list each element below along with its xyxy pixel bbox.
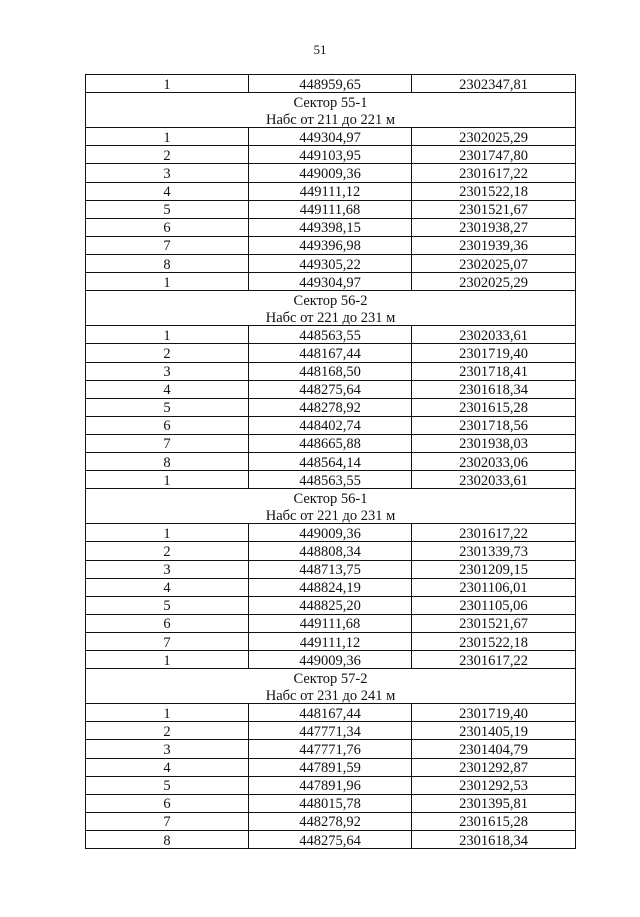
coordinate-y-cell: 449111,12 bbox=[249, 632, 412, 650]
table-row bbox=[86, 776, 576, 794]
table-row bbox=[86, 740, 576, 758]
point-number-cell: 1 bbox=[86, 704, 249, 722]
coordinate-x-cell: 2301719,40 bbox=[412, 704, 576, 722]
altitude-range: Набс от 221 до 231 м bbox=[86, 506, 576, 524]
point-number-cell: 7 bbox=[86, 236, 249, 254]
coordinate-x-cell: 2301292,87 bbox=[412, 758, 576, 776]
table-row bbox=[86, 218, 576, 236]
coordinate-y-cell: 448959,65 bbox=[249, 75, 412, 93]
coordinate-x-cell: 2301405,19 bbox=[412, 722, 576, 740]
table-row bbox=[86, 200, 576, 218]
sector-title-row bbox=[86, 669, 576, 687]
coordinate-x-cell: 2301618,34 bbox=[412, 380, 576, 398]
coordinate-y-cell: 448665,88 bbox=[249, 434, 412, 452]
table-row bbox=[86, 560, 576, 578]
coordinate-y-cell: 449111,68 bbox=[249, 614, 412, 632]
table-row bbox=[86, 452, 576, 470]
point-number-cell: 4 bbox=[86, 182, 249, 200]
coordinate-x-cell: 2301209,15 bbox=[412, 560, 576, 578]
point-number-cell: 4 bbox=[86, 578, 249, 596]
table-row bbox=[86, 75, 576, 93]
altitude-range: Набс от 211 до 221 м bbox=[86, 110, 576, 128]
table-row bbox=[86, 524, 576, 542]
coordinate-y-cell: 449111,12 bbox=[249, 182, 412, 200]
coordinate-y-cell: 449009,36 bbox=[249, 524, 412, 542]
sector-title-row bbox=[86, 291, 576, 309]
point-number-cell: 5 bbox=[86, 596, 249, 614]
coordinate-y-cell: 448015,78 bbox=[249, 794, 412, 812]
coordinate-x-cell: 2301404,79 bbox=[412, 740, 576, 758]
coordinate-y-cell: 448563,55 bbox=[249, 326, 412, 344]
table-row bbox=[86, 651, 576, 669]
table-row bbox=[86, 362, 576, 380]
coordinate-y-cell: 448167,44 bbox=[249, 344, 412, 362]
altitude-range: Набс от 231 до 241 м bbox=[86, 686, 576, 704]
coordinate-y-cell: 447771,76 bbox=[249, 740, 412, 758]
table-row bbox=[86, 182, 576, 200]
table-row bbox=[86, 236, 576, 254]
coordinate-x-cell: 2302025,29 bbox=[412, 273, 576, 291]
coordinate-x-cell: 2302033,61 bbox=[412, 326, 576, 344]
coordinate-y-cell: 448167,44 bbox=[249, 704, 412, 722]
table-row bbox=[86, 254, 576, 272]
coordinate-x-cell: 2301718,41 bbox=[412, 362, 576, 380]
coordinates-table bbox=[85, 74, 576, 849]
table-row bbox=[86, 542, 576, 560]
coordinate-x-cell: 2301105,06 bbox=[412, 596, 576, 614]
coordinate-x-cell: 2301938,03 bbox=[412, 434, 576, 452]
coordinate-y-cell: 448808,34 bbox=[249, 542, 412, 560]
point-number-cell: 8 bbox=[86, 254, 249, 272]
point-number-cell: 4 bbox=[86, 380, 249, 398]
table-row bbox=[86, 146, 576, 164]
coordinate-x-cell: 2302347,81 bbox=[412, 75, 576, 93]
altitude-range-row bbox=[86, 308, 576, 326]
coordinate-x-cell: 2302025,29 bbox=[412, 128, 576, 146]
coordinate-x-cell: 2301522,18 bbox=[412, 632, 576, 650]
point-number-cell: 6 bbox=[86, 416, 249, 434]
point-number-cell: 3 bbox=[86, 164, 249, 182]
table-row bbox=[86, 578, 576, 596]
coordinate-y-cell: 449009,36 bbox=[249, 651, 412, 669]
coordinate-x-cell: 2301395,81 bbox=[412, 794, 576, 812]
table-row bbox=[86, 794, 576, 812]
table-row bbox=[86, 128, 576, 146]
coordinate-y-cell: 448825,20 bbox=[249, 596, 412, 614]
table-row bbox=[86, 632, 576, 650]
point-number-cell: 6 bbox=[86, 794, 249, 812]
point-number-cell: 7 bbox=[86, 632, 249, 650]
point-number-cell: 8 bbox=[86, 830, 249, 848]
point-number-cell: 7 bbox=[86, 434, 249, 452]
point-number-cell: 1 bbox=[86, 273, 249, 291]
coordinate-y-cell: 448275,64 bbox=[249, 380, 412, 398]
coordinate-y-cell: 448564,14 bbox=[249, 452, 412, 470]
table-row bbox=[86, 164, 576, 182]
table-row bbox=[86, 830, 576, 848]
coordinate-y-cell: 447891,59 bbox=[249, 758, 412, 776]
table-row bbox=[86, 812, 576, 830]
table-row bbox=[86, 416, 576, 434]
table-row bbox=[86, 434, 576, 452]
coordinate-x-cell: 2301938,27 bbox=[412, 218, 576, 236]
coordinate-x-cell: 2301939,36 bbox=[412, 236, 576, 254]
coordinate-x-cell: 2301615,28 bbox=[412, 398, 576, 416]
coordinate-y-cell: 449304,97 bbox=[249, 273, 412, 291]
point-number-cell: 1 bbox=[86, 524, 249, 542]
coordinate-x-cell: 2301521,67 bbox=[412, 614, 576, 632]
altitude-range-row bbox=[86, 686, 576, 704]
coordinate-y-cell: 448168,50 bbox=[249, 362, 412, 380]
coordinate-x-cell: 2301719,40 bbox=[412, 344, 576, 362]
point-number-cell: 2 bbox=[86, 146, 249, 164]
coordinate-x-cell: 2301106,01 bbox=[412, 578, 576, 596]
table-row bbox=[86, 614, 576, 632]
coordinate-x-cell: 2302033,06 bbox=[412, 452, 576, 470]
table-row bbox=[86, 380, 576, 398]
coordinate-y-cell: 449396,98 bbox=[249, 236, 412, 254]
table-row bbox=[86, 344, 576, 362]
table-row bbox=[86, 273, 576, 291]
coordinate-y-cell: 448824,19 bbox=[249, 578, 412, 596]
table-row bbox=[86, 398, 576, 416]
point-number-cell: 3 bbox=[86, 362, 249, 380]
coordinate-y-cell: 449009,36 bbox=[249, 164, 412, 182]
coordinate-x-cell: 2301522,18 bbox=[412, 182, 576, 200]
coordinate-y-cell: 447771,34 bbox=[249, 722, 412, 740]
point-number-cell: 6 bbox=[86, 614, 249, 632]
point-number-cell: 2 bbox=[86, 722, 249, 740]
sector-title: Сектор 56-2 bbox=[86, 291, 576, 309]
table-row bbox=[86, 326, 576, 344]
coordinate-x-cell: 2301617,22 bbox=[412, 524, 576, 542]
point-number-cell: 1 bbox=[86, 471, 249, 489]
sector-title-row bbox=[86, 93, 576, 111]
point-number-cell: 1 bbox=[86, 128, 249, 146]
coordinate-y-cell: 448278,92 bbox=[249, 398, 412, 416]
coordinate-x-cell: 2302033,61 bbox=[412, 471, 576, 489]
table-row bbox=[86, 722, 576, 740]
point-number-cell: 5 bbox=[86, 398, 249, 416]
point-number-cell: 1 bbox=[86, 326, 249, 344]
point-number-cell: 5 bbox=[86, 776, 249, 794]
point-number-cell: 2 bbox=[86, 344, 249, 362]
coordinate-x-cell: 2301618,34 bbox=[412, 830, 576, 848]
sector-title: Сектор 57-2 bbox=[86, 669, 576, 687]
table-row bbox=[86, 471, 576, 489]
altitude-range-row bbox=[86, 506, 576, 524]
coordinate-y-cell: 448275,64 bbox=[249, 830, 412, 848]
point-number-cell: 7 bbox=[86, 812, 249, 830]
coordinate-y-cell: 448278,92 bbox=[249, 812, 412, 830]
sector-title-row bbox=[86, 489, 576, 507]
point-number-cell: 3 bbox=[86, 560, 249, 578]
table-row bbox=[86, 704, 576, 722]
page-number: 51 bbox=[313, 42, 327, 57]
coordinate-x-cell: 2301747,80 bbox=[412, 146, 576, 164]
coordinate-x-cell: 2301615,28 bbox=[412, 812, 576, 830]
sector-title: Сектор 55-1 bbox=[86, 93, 576, 111]
coordinate-y-cell: 449398,15 bbox=[249, 218, 412, 236]
coordinate-x-cell: 2301292,53 bbox=[412, 776, 576, 794]
point-number-cell: 4 bbox=[86, 758, 249, 776]
coordinate-y-cell: 448563,55 bbox=[249, 471, 412, 489]
coordinate-y-cell: 448713,75 bbox=[249, 560, 412, 578]
coordinate-x-cell: 2301718,56 bbox=[412, 416, 576, 434]
altitude-range-row bbox=[86, 110, 576, 128]
point-number-cell: 5 bbox=[86, 200, 249, 218]
coordinate-x-cell: 2301617,22 bbox=[412, 651, 576, 669]
coordinate-y-cell: 449103,95 bbox=[249, 146, 412, 164]
coordinate-x-cell: 2301521,67 bbox=[412, 200, 576, 218]
coordinate-y-cell: 449111,68 bbox=[249, 200, 412, 218]
sector-title: Сектор 56-1 bbox=[86, 489, 576, 507]
point-number-cell: 1 bbox=[86, 75, 249, 93]
coordinate-x-cell: 2302025,07 bbox=[412, 254, 576, 272]
coordinates-table-body bbox=[86, 75, 576, 849]
coordinate-x-cell: 2301339,73 bbox=[412, 542, 576, 560]
coordinate-y-cell: 449304,97 bbox=[249, 128, 412, 146]
coordinate-y-cell: 448402,74 bbox=[249, 416, 412, 434]
point-number-cell: 6 bbox=[86, 218, 249, 236]
point-number-cell: 1 bbox=[86, 651, 249, 669]
point-number-cell: 8 bbox=[86, 452, 249, 470]
coordinate-y-cell: 449305,22 bbox=[249, 254, 412, 272]
altitude-range: Набс от 221 до 231 м bbox=[86, 308, 576, 326]
point-number-cell: 3 bbox=[86, 740, 249, 758]
coordinate-x-cell: 2301617,22 bbox=[412, 164, 576, 182]
coordinate-y-cell: 447891,96 bbox=[249, 776, 412, 794]
table-row bbox=[86, 758, 576, 776]
point-number-cell: 2 bbox=[86, 542, 249, 560]
table-row bbox=[86, 596, 576, 614]
